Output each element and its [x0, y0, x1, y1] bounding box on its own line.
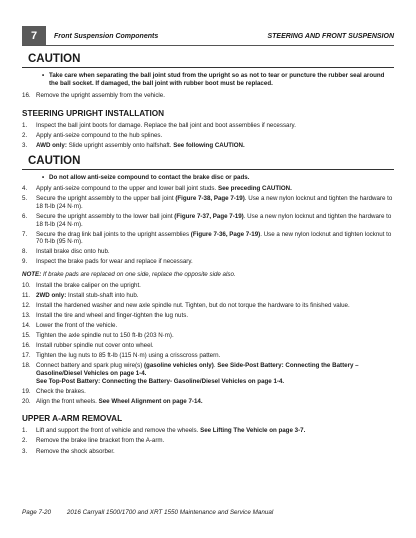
step-number: 16. — [22, 92, 31, 100]
step-number: 16. — [22, 342, 31, 350]
note-text: If brake pads are replaced on one side, replace the opposite side also. — [42, 271, 236, 278]
step-number: 1. — [22, 427, 28, 435]
caution-box-1 — [22, 53, 394, 87]
step-text: Connect battery and spark plug wire(s) (gasoline vehicles only). See Side-Post Battery: Connecting the Battery – Gasoline/Diesel Vehicles on page 1-4. See Top-Post Battery: Connecting the Battery- Gasoline/Diesel Vehicles on page 1-4. — [36, 362, 359, 385]
step-item — [22, 388, 394, 396]
step-item — [22, 352, 394, 360]
step-item — [22, 248, 394, 256]
install-steps-b — [22, 185, 394, 266]
caution-text-body: Do not allow anti-seize compound to contact the brake disc or pads. — [49, 173, 250, 181]
step-item — [22, 437, 394, 445]
step-text: Install rubber spindle nut cover onto wheel. — [36, 342, 154, 350]
step-number: 13. — [22, 311, 31, 319]
step-number: 20. — [22, 397, 31, 405]
step-item — [22, 322, 394, 330]
install-steps-c — [22, 282, 394, 406]
step-text: Apply anti-seize compound to the hub splines. — [36, 131, 163, 139]
step-text: Remove the shock absorber. — [36, 447, 115, 455]
step-number: 6. — [22, 212, 28, 220]
step-item — [22, 302, 394, 310]
step-text: Secure the upright assembly to the upper ball joint (Figure 7-38, Page 7-19). Use a new nylon locknut and tighten the hardware to 18 ft-lb (24 N·m). — [36, 195, 393, 210]
bullet: • — [42, 72, 45, 79]
footer — [22, 509, 273, 516]
step-item — [22, 185, 394, 193]
step-item — [22, 231, 394, 246]
note — [22, 271, 394, 279]
step-text: Secure the drag link ball joints to the upright assemblies (Figure 7-36, Page 7-19). Use a new nylon locknut and tighten locknut to 70 ft-lb (95 N·m). — [36, 230, 392, 246]
step-item — [22, 312, 394, 320]
step-number: 14. — [22, 321, 31, 329]
caution-rule — [22, 67, 394, 68]
caution-text — [42, 72, 394, 87]
step-text: Tighten the lug nuts to 85 ft-lb (115 N·m) using a crisscross pattern. — [36, 352, 221, 360]
step-number: 1. — [22, 121, 28, 129]
step-item — [22, 195, 394, 210]
step-number: 3. — [22, 447, 28, 455]
step-item — [22, 342, 394, 350]
footer-page-number: Page 7-20 — [22, 509, 52, 516]
step-text: Secure the upright assembly to the lower ball joint (Figure 7-37, Page 7-19). Use a new nylon locknut and tighten the hardware to 18 ft-lb (24 N·m). — [36, 212, 392, 228]
step-number: 19. — [22, 387, 31, 395]
step-number: 2. — [22, 437, 28, 445]
step-text: Inspect the brake pads for wear and replace if necessary. — [36, 258, 193, 266]
step-item — [22, 398, 394, 406]
header-right-title: STEERING AND FRONT SUSPENSION — [267, 33, 394, 40]
step-number: 18. — [22, 362, 31, 370]
step-number: 3. — [22, 141, 28, 149]
step-number: 4. — [22, 185, 28, 193]
step-number: 2. — [22, 131, 28, 139]
caution-text-body: Take care when separating the ball joint stud from the upright so as not to tear or puncture the rubber seal around the ball socket. If damaged, the ball joint with rubber boot must be replaced. — [49, 72, 385, 87]
removal-final-step — [22, 92, 394, 100]
step-text: Apply anti-seize compound to the upper and lower ball joint studs. See preceding CAUTION. — [36, 185, 292, 193]
removal-steps — [22, 427, 394, 455]
step-item — [22, 282, 394, 290]
step-item — [22, 362, 394, 385]
step-item — [22, 142, 394, 150]
step-item — [22, 427, 394, 435]
step-number: 11. — [22, 291, 31, 299]
step-item — [22, 258, 394, 266]
footer-manual-title: 2016 Carryall 1500/1700 and XRT 1550 Maintenance and Service Manual — [66, 509, 274, 516]
step-number: 5. — [22, 195, 28, 203]
chapter-number: 7 — [30, 30, 38, 42]
step-text: 2WD only: Install stub-shaft into hub. — [36, 291, 139, 299]
step-number: 10. — [22, 281, 31, 289]
step-number: 7. — [22, 230, 28, 238]
chapter-tab — [22, 26, 46, 46]
step-item — [22, 122, 394, 130]
step-item — [22, 132, 394, 140]
step-text: Inspect the ball joint boots for damage. Replace the ball joint and boot assemblies if necessary. — [36, 121, 296, 129]
caution-box-2 — [22, 155, 394, 182]
caution-title: CAUTION — [28, 154, 81, 167]
step-text: Check the brakes. — [36, 387, 86, 395]
step-text: Lower the front of the vehicle. — [36, 321, 118, 329]
caution-rule — [22, 169, 394, 170]
step-number: 9. — [22, 258, 28, 266]
header-left-title: Front Suspension Components — [54, 33, 159, 40]
step-item — [22, 213, 394, 228]
step-text: Install the tire and wheel and finger-tighten the lug nuts. — [36, 311, 189, 319]
step-text: Lift and support the front of vehicle and remove the wheels. See Lifting The Vehicle on page 3-7. — [36, 427, 306, 435]
step-text: Remove the upright assembly from the vehicle. — [36, 92, 165, 100]
step-item — [22, 92, 394, 100]
step-item — [22, 292, 394, 300]
step-text: Tighten the axle spindle nut to 150 ft-lb (203 N·m). — [36, 332, 174, 340]
step-item — [22, 332, 394, 340]
step-text: Align the front wheels. See Wheel Alignment on page 7-14. — [36, 397, 203, 405]
page-content — [22, 50, 394, 455]
install-steps-a — [22, 122, 394, 150]
header-rule — [22, 45, 394, 46]
step-text: Remove the brake line bracket from the A-arm. — [36, 437, 165, 445]
step-text: Install brake disc onto hub. — [36, 248, 110, 256]
step-number: 17. — [22, 352, 31, 360]
caution-title: CAUTION — [28, 53, 81, 65]
step-text: Install the hardened washer and new axle spindle nut. Tighten, but do not torque the hardware to its finished value. — [36, 301, 350, 309]
step-number: 12. — [22, 301, 31, 309]
note-label: NOTE: — [22, 271, 42, 278]
bullet: • — [42, 173, 45, 181]
section-heading-steering-upright-installation: STEERING UPRIGHT INSTALLATION — [22, 108, 165, 118]
step-number: 15. — [22, 332, 31, 340]
caution-text — [42, 174, 394, 182]
step-number: 8. — [22, 248, 28, 256]
step-item — [22, 448, 394, 456]
section-heading-upper-a-arm-removal: UPPER A-ARM REMOVAL — [22, 414, 123, 424]
step-text: Install the brake caliper on the upright. — [36, 281, 141, 289]
step-text: AWD only: Slide upright assembly onto halfshaft. See following CAUTION. — [36, 141, 245, 149]
